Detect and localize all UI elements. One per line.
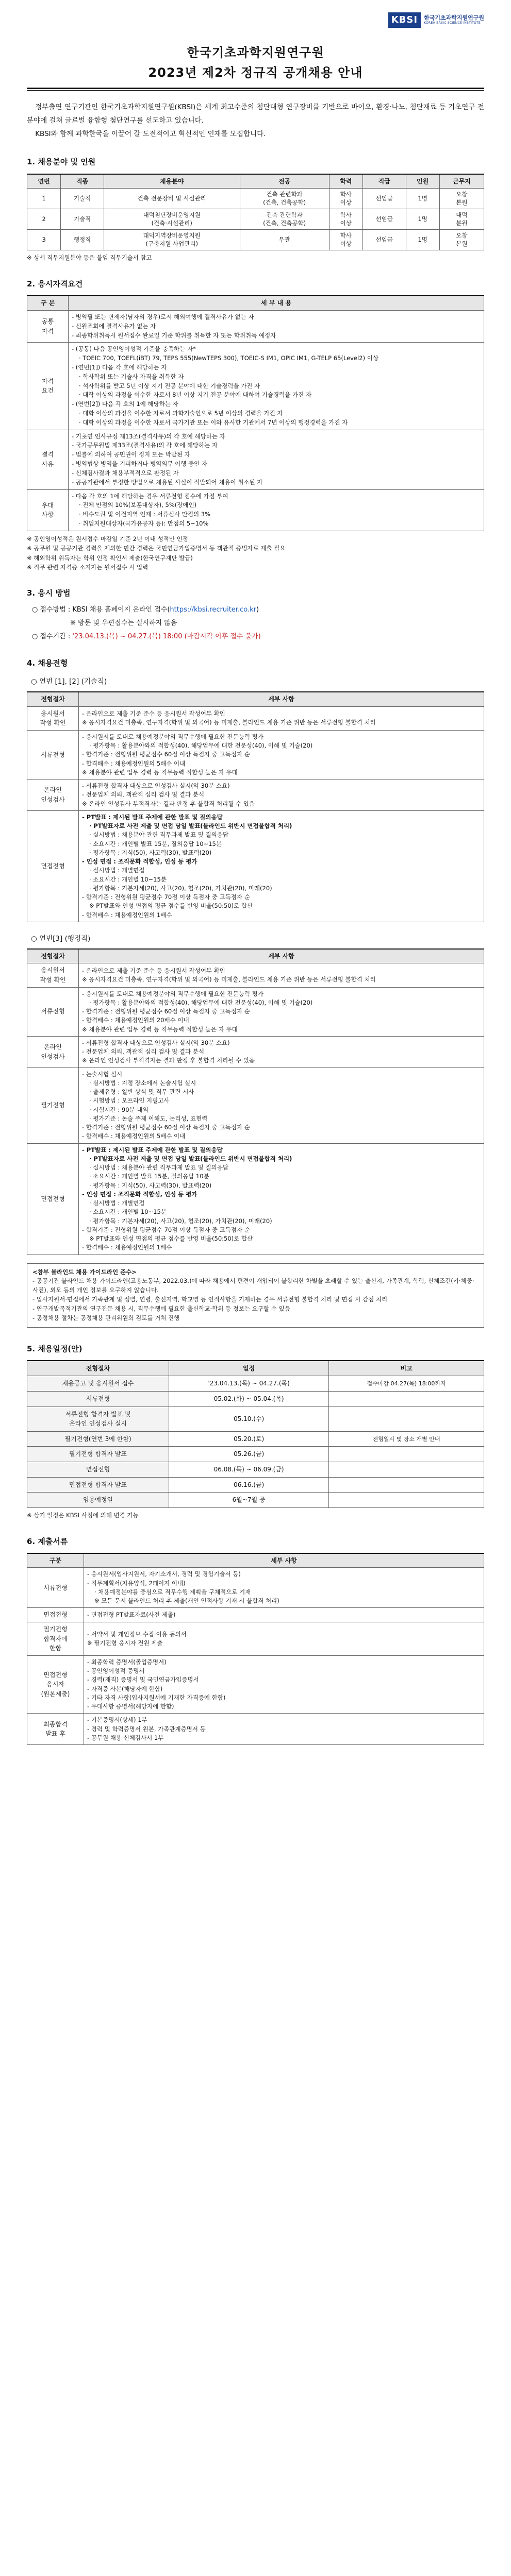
schedule-cell: 06.16.(금) (169, 1477, 329, 1493)
process-row (27, 779, 484, 811)
process-line: · 소요시간 : 개인별 10~15분 (89, 875, 167, 883)
positions-cell: 오창 본원 (439, 230, 484, 250)
process-line: - 전문업체 의뢰, 객관적 심리 검사 및 결과 분석 (82, 1048, 205, 1056)
schedule-row (27, 1447, 484, 1462)
schedule-cell (329, 1391, 484, 1406)
documents-body (84, 1568, 484, 1608)
process-stage-label: 서류전형 (27, 987, 79, 1036)
schedule-row (27, 1462, 484, 1477)
process-line: · 평가항목 : 활용분야와의 적합성(40), 해당업무에 대한 전문성(40), 이해 및 기술(20) (89, 742, 313, 750)
process-line: - 합격배수 : 채용예정인원의 1배수 (82, 911, 172, 919)
process-row (27, 730, 484, 779)
process-line: - PT발표 : 제시된 발표 주제에 관한 발표 및 질의응답 (82, 1146, 223, 1154)
schedule-table (27, 1360, 484, 1508)
process-row (27, 987, 484, 1036)
schedule-cell: 6월~7월 중 (169, 1493, 329, 1508)
process-line: - 합격배수 : 채용예정인원의 20배수 이내 (82, 1016, 189, 1024)
process-line: ※ 응시자격요건 미충족, 연구자격(학위 및 외국어) 등 미제출, 블라인드 채용 기준 위반 등은 서류전형 불합격 처리 (82, 719, 376, 726)
schedule-cell: 서류전형 (27, 1391, 169, 1406)
schedule-cell (329, 1477, 484, 1493)
positions-cell: 건축 관련학과 (건축, 건축공학) (240, 189, 329, 209)
process-line: - 논술시험 실시 (82, 1070, 123, 1078)
process-line: - 합격배수 : 채용예정인원의 5배수 이내 (82, 1132, 186, 1140)
documents-line: - 우대사항 증명서(해당자에 한함) (87, 1703, 174, 1710)
qual-requirements-body (69, 343, 484, 430)
intro-paragraph: 정부출연 연구기관인 한국기초과학지원연구원(KBSI)은 세계 최고수준의 첨단대형 연구장비를 기반으로 바이오, 환경·나노, 첨단재료 등 기초연구 전 분야에 걸쳐 글로벌 융합형 첨단연구를 선도하고 있습니다. (27, 103, 484, 125)
documents-label: 면접전형 응시자 (원본제출) (27, 1655, 84, 1714)
qual-label-preference: 우대 사항 (27, 489, 69, 531)
process-table-admin (27, 948, 484, 1255)
schedule-cell: 접수마감 04.27(목) 18:00까지 (329, 1376, 484, 1392)
qual-line: - 공공기관에서 부정한 방법으로 채용된 사실이 적발되어 채용이 취소된 자 (72, 478, 263, 486)
positions-cell: 1명 (406, 189, 439, 209)
qual-line: · 비수도권 및 이전지역 인재 : 서류심사 만점의 3% (79, 511, 210, 518)
schedule-cell: 05.02.(화) ~ 05.04.(목) (169, 1391, 329, 1406)
positions-header: 인원 (406, 174, 439, 189)
section-title-apply: 3. 응시 방법 (27, 588, 71, 598)
documents-line: - 기본증명서(상세) 1부 (87, 1716, 147, 1724)
process-stage-label: 필기전형 (27, 1067, 79, 1143)
title-divider-thin (27, 90, 484, 91)
qual-common-body (69, 310, 484, 342)
qual-line: · TOEIC 700, TOEFL(iBT) 79, TEPS 555(NewTEPS 300), TOEIC-S IM1, OPIC IM1, G-TELP 65(Level2) 이상 (79, 354, 378, 362)
positions-header: 학력 (329, 174, 362, 189)
process-stage-label: 면접전형 (27, 810, 79, 922)
positions-cell: 학사 이상 (329, 230, 362, 250)
process-stage-body (79, 1143, 484, 1255)
process-row (27, 810, 484, 922)
logo-english-name: KOREA BASIC SCIENCE INSTITUTE (424, 21, 481, 25)
process-line: - 응시원서를 토대로 채용예정분야의 직무수행에 필요한 전문능력 평가 (82, 990, 263, 997)
schedule-cell: 필기전형(연번 3에 한함) (27, 1431, 169, 1447)
qual-header-category: 구 분 (27, 296, 69, 310)
process-stage-body (79, 1067, 484, 1143)
positions-cell: 기술직 (61, 189, 104, 209)
positions-cell: 무관 (240, 230, 329, 250)
process-line: - 온라인으로 제출 기준 준수 등 응시원서 작성여부 확인 (82, 967, 225, 974)
process-row (27, 1067, 484, 1143)
documents-body (84, 1714, 484, 1745)
process-stage-body (79, 1036, 484, 1067)
process-line: - 인성 면접 : 조직문화 적합성, 인성 등 평가 (82, 1190, 197, 1198)
qual-line: - 다음 각 호의 1에 해당하는 경우 서류전형 점수에 가점 부여 (72, 492, 228, 500)
docs-header-category: 구분 (27, 1553, 84, 1568)
documents-label: 최종합격 발표 후 (27, 1714, 84, 1745)
process-line: - 온라인으로 제출 기준 준수 등 응시원서 작성여부 확인 (82, 710, 225, 718)
section-title-qualifications: 2. 응시자격요건 (27, 279, 83, 289)
documents-line: - 면접전형 PT발표자료(사전 제출) (87, 1611, 176, 1619)
page-title-institute: 한국기초과학지원연구원 (187, 45, 324, 60)
process-row (27, 963, 484, 987)
qual-line: - 국가공무원법 제33조(결격사유)의 각 호에 해당하는 자 (72, 442, 218, 449)
schedule-row (27, 1406, 484, 1431)
positions-cell: 3 (27, 230, 61, 250)
documents-table (27, 1553, 484, 1745)
schedule-header: 일정 (169, 1361, 329, 1376)
process-stage-body (79, 810, 484, 922)
positions-cell: 행정직 (61, 230, 104, 250)
process-line: · 소요시간 : 개인별 발표 15분, 질의응답 10~15분 (89, 840, 222, 848)
process-line: - 합격배수 : 채용예정인원의 5배수 이내 (82, 759, 186, 767)
qual-line: · 대학 이상의 과정을 이수한 자로서 과학기술인으로 5년 이상의 경력을 가진 자 (79, 410, 283, 417)
process-line: - 합격기준 : 전형위원 평균점수 70점 이상 득점자 중 고득점자 순 (82, 1226, 250, 1233)
process-line: · 평가항목 : 기본자세(20), 사고(20), 협조(20), 가치관(20), 미래(20) (89, 1217, 272, 1225)
qualification-notes (27, 534, 484, 572)
logo-mark: KBSI (388, 12, 421, 28)
qual-label-disqualification: 결격 사유 (27, 430, 69, 489)
positions-header: 직급 (362, 174, 406, 189)
schedule-cell: '23.04.13.(목) ~ 04.27.(목) (169, 1376, 329, 1392)
documents-label: 서류전형 (27, 1568, 84, 1608)
documents-line: - 응시원서(입사지원서, 자기소개서, 경력 및 경험기술서 등) (87, 1570, 241, 1578)
page-title-block (27, 43, 484, 91)
process-line: ※ PT발표와 인성 면접의 평균 점수를 반영 비율(50:50)로 합산 (89, 1235, 253, 1243)
process-line: - 합격기준 : 전형위원 평균점수 60점 이상 득점자 중 고득점자 순 (82, 1124, 250, 1131)
schedule-row (27, 1431, 484, 1447)
positions-cell: 학사 이상 (329, 189, 362, 209)
process-line: - 응시원서를 토대로 채용예정분야의 직무수행에 필요한 전문능력 평가 (82, 733, 263, 740)
schedule-cell: 05.26.(금) (169, 1447, 329, 1462)
guide-line: - 입사지원서·면접에서 가족관계 및 성별, 연령, 출신지역, 학교명 등 인적사항을 기재하는 경우 서류전형 불합격 처리 및 면접 시 감점 처리 (32, 1296, 388, 1303)
process-line: - 합격기준 : 전형위원 평균점수 60점 이상 득점자 중 고득점자 순 (82, 751, 250, 758)
section-title-documents: 6. 제출서류 (27, 1536, 68, 1546)
process-stage-body (79, 987, 484, 1036)
section-title-positions: 1. 채용분야 및 인원 (27, 157, 96, 167)
qual-row-preference (27, 489, 484, 531)
qual-line: - (공통) 다음 공인영어성적 기준을 충족하는 자* (72, 345, 196, 353)
qual-line: · 학사학위 또는 기술사 자격을 취득한 자 (79, 372, 184, 380)
documents-body (84, 1608, 484, 1622)
process-line: - 합격기준 : 전형위원 평균점수 70점 이상 득점자 중 고득점자 순 (82, 893, 250, 901)
qual-line: - (연번[2]) 다음 각 호의 1에 해당하는 자 (72, 400, 178, 408)
schedule-cell (329, 1462, 484, 1477)
positions-row (27, 209, 484, 230)
process-stage-body (79, 730, 484, 779)
qual-row-common (27, 310, 484, 342)
documents-line: - 경력(재직) 증명서 및 국민연금가입증명서 (87, 1676, 199, 1684)
positions-header: 채용분야 (104, 174, 240, 189)
section-title-process: 4. 채용전형 (27, 658, 68, 668)
process-row (27, 1036, 484, 1067)
process-line: · 출제유형 : 일반 상식 및 직무 관련 시사 (89, 1088, 194, 1096)
positions-cell: 선임급 (362, 189, 406, 209)
process-line: - 서류전형 합격자 대상으로 인성검사 실시(약 30분 소요) (82, 782, 230, 790)
process-header-stage-2: 전형절차 (27, 949, 79, 963)
process-header-detail: 세부 사항 (79, 692, 484, 706)
schedule-cell: 06.08.(목) ~ 06.09.(금) (169, 1462, 329, 1477)
guide-line: - 공정채용 절차는 공정채용 관리위원회 검토를 거쳐 진행 (32, 1314, 180, 1321)
qual-line: - 병역필 또는 면제자(남자의 경우)로서 해외여행에 결격사유가 없는 자 (72, 313, 254, 320)
schedule-cell (329, 1493, 484, 1508)
positions-cell: 기술직 (61, 209, 104, 230)
positions-table (27, 174, 484, 251)
process-line: - 전문업체 의뢰, 객관적 심리 검사 및 결과 분석 (82, 791, 205, 799)
qual-preference-body (69, 489, 484, 531)
documents-row (27, 1608, 484, 1622)
positions-cell: 학사 이상 (329, 209, 362, 230)
positions-cell: 선임급 (362, 230, 406, 250)
process-row (27, 706, 484, 730)
apply-period-line: ○ 접수기간 : '23.04.13.(목) ~ 04.27.(목) 18:00 (마감시각 이후 접수 불가) (32, 632, 261, 640)
documents-line: ※ 모든 문서 블라인드 처리 후 제출(개인 인적사항 기재 시 불합격 처리) (94, 1597, 279, 1605)
guide-line: - 연구개발목적기관의 연구전문 채용 시, 직무수행에 필요한 출신학교·학위 등 정보는 요구할 수 있음 (32, 1304, 290, 1312)
process-stage-label: 온라인 인성검사 (27, 779, 79, 811)
qual-line: - 최종학위취득시 원서접수 완료일 기준 학위를 취득한 자 또는 학위취득 예정자 (72, 331, 276, 339)
process-line: · 평가항목 : 활용분야와의 적합성(40), 해당업무에 대한 전문성(40), 이해 및 기술(20) (89, 998, 313, 1006)
process-stage-body (79, 706, 484, 730)
guide-title: <참부 블라인드 채용 가이드라인 준수> (32, 1268, 137, 1276)
documents-label: 면접전형 (27, 1608, 84, 1622)
process-line: ※ 채용분야 관련 업무 경력 등 직무능력 적합성 높은 자 우대 (82, 1025, 238, 1033)
kbsi-logo (388, 12, 484, 28)
schedule-header: 전형절차 (27, 1361, 169, 1376)
logo-korean-name: 한국기초과학지원연구원 (424, 14, 484, 22)
schedule-cell: 임용예정일 (27, 1493, 169, 1508)
process-header-stage: 전형절차 (27, 692, 79, 706)
positions-cell: 오창 본원 (439, 189, 484, 209)
qual-line: - 기초연 인사규정 제13조(결격사유)의 각 호에 해당하는 자 (72, 432, 225, 440)
process-line: - 서류전형 합격자 대상으로 인성검사 실시(약 30분 소요) (82, 1039, 230, 1046)
guide-line: - 공공기관 블라인드 채용 가이드라인(고용노동부, 2022.03.)에 따라 채용에서 편견이 개입되어 불합리한 차별을 초래할 수 있는 출신지, 가족관계, 학력, 신체조건(키·체중·사진), 외모 등의 개인 정보를 요구하지 않습니다. (32, 1277, 474, 1294)
schedule-cell: 전형일시 및 장소 개별 안내 (329, 1431, 484, 1447)
process-stage-label: 응시원서 작성 확인 (27, 963, 79, 987)
process-line: · 시험시간 : 90분 내외 (89, 1106, 149, 1113)
positions-cell: 1명 (406, 209, 439, 230)
process-line: · 실시방법 : 채용분야 관련 직무과제 발표 및 질의응답 (89, 831, 229, 839)
documents-line: - 공인영어성적 증명서 (87, 1667, 145, 1674)
positions-note: ※ 상세 직무지원분야 등은 붙임 직무기술서 참고 (27, 254, 152, 262)
positions-cell: 1명 (406, 230, 439, 250)
apply-method (27, 605, 484, 642)
qual-line: · 대학 이상의 과정을 이수한 자로서 8년 이상 지기 전공 분야에 대하여 기술경력을 가진 자 (79, 391, 311, 399)
schedule-header: 비고 (329, 1361, 484, 1376)
title-divider (27, 88, 484, 89)
process-stage-body (79, 963, 484, 987)
positions-header: 근무지 (439, 174, 484, 189)
positions-cell: 건축 관련학과 (건축, 건축공학) (240, 209, 329, 230)
documents-line: - 최종학력 증명서(졸업증명서) (87, 1658, 167, 1666)
schedule-row (27, 1391, 484, 1406)
process-line: - 합격배수 : 채용예정인원의 1배수 (82, 1244, 172, 1251)
qual-header-detail: 세 부 내 용 (69, 296, 484, 310)
schedule-row (27, 1376, 484, 1392)
process-line: ※ PT발표와 인성 면접의 평균 점수를 반영 비율(50:50)로 합산 (89, 902, 253, 910)
recruit-site-link[interactable]: https://kbsi.recruiter.co.kr (170, 605, 256, 614)
schedule-cell: 면접전형 (27, 1462, 169, 1477)
positions-cell: 2 (27, 209, 61, 230)
documents-line: ※ 필기전형 응시자 전원 제출 (87, 1639, 163, 1647)
apply-method-note: ※ 방문 및 우편접수는 실시하지 않음 (70, 619, 177, 627)
documents-body (84, 1655, 484, 1714)
documents-line: - 기타 자격 사항(입사지원서에 기재한 자격증에 한함) (87, 1693, 226, 1701)
documents-line: - 직무계획서(자유양식, 2페이지 이내) (87, 1579, 186, 1587)
intro-paragraph-2: KBSI와 함께 과학한국을 이끌어 갈 도전적이고 혁신적인 인재를 모집합니다. (35, 129, 266, 138)
positions-header: 전공 (240, 174, 329, 189)
positions-header: 연번 (27, 174, 61, 189)
documents-row (27, 1714, 484, 1745)
apply-method-line: ○ 접수방법 : KBSI 채용 홈페이지 온라인 접수(https://kbsi.recruiter.co.kr) (32, 605, 259, 614)
documents-row (27, 1568, 484, 1608)
schedule-cell (329, 1447, 484, 1462)
process-line: - PT발표 : 제시된 발표 주제에 관한 발표 및 질의응답 (82, 813, 223, 821)
qual-line: · 대학 이상의 과정을 이수한 자로서 국가기관 또는 이와 유사한 기관에서 7년 이상의 행정경력을 가진 자 (79, 418, 348, 426)
process-line: · 평가기준 : 논술 주제 이해도, 논리성, 표현력 (89, 1114, 208, 1122)
schedule-row (27, 1477, 484, 1493)
process-line: ※ 온라인 인성검사 부적격자는 결과 판정 후 불합격 처리될 수 있음 (82, 1057, 255, 1064)
qual-note: ※ 공인영어성적은 원서접수 마감일 기준 2년 이내 성적만 인정 (27, 535, 188, 543)
positions-row (27, 230, 484, 250)
schedule-cell: 필기전형 합격자 발표 (27, 1447, 169, 1462)
qual-note: ※ 해외학위 취득자는 학위 인정 확인서 제출(한국연구재단 발급) (27, 554, 193, 562)
documents-label: 필기전형 합격자에 한함 (27, 1622, 84, 1655)
positions-row (27, 189, 484, 209)
page-title-notice: 2023년 제2차 정규직 공개채용 안내 (148, 65, 363, 80)
schedule-cell (329, 1406, 484, 1431)
documents-row (27, 1655, 484, 1714)
documents-line: - 서약서 및 개인정보 수집·이용 동의서 (87, 1630, 187, 1638)
schedule-cell: 05.10.(수) (169, 1406, 329, 1431)
qual-note: ※ 공무원 및 공공기관 경력을 제외한 민간 경력은 국민연금가입증명서 등 객관적 증빙자료 제출 필요 (27, 545, 286, 552)
qual-line: - 신원조회에 결격사유가 없는 자 (72, 322, 156, 330)
documents-line: - 경력 및 학력증명서 원본, 가족관계증명서 등 (87, 1725, 206, 1733)
qual-line: - 병역법상 병역을 기피하거나 병역의무 이행 중인 자 (72, 460, 208, 468)
qualifications-table (27, 295, 484, 531)
positions-cell: 대덕첨단장비운영지원 (건축·시설관리) (104, 209, 240, 230)
process-stage-label: 응시원서 작성 확인 (27, 706, 79, 730)
process-line: ※ 응시자격요건 미충족, 연구자격(학위 및 외국어) 등 미제출, 블라인드 채용 기준 위반 등은 서류전형 불합격 처리 (82, 976, 376, 984)
process-subtitle-admin: ○ 연번[3] (행정직) (31, 934, 91, 943)
process-stage-label: 온라인 인성검사 (27, 1036, 79, 1067)
qual-note: ※ 직무 관련 자격증 소지자는 원서접수 시 입력 (27, 563, 149, 571)
process-line: ※ 채용분야 관련 업무 경력 등 직무능력 적합성 높은 자 우대 (82, 768, 238, 776)
qual-label-requirements: 자격 요건 (27, 343, 69, 430)
qual-row-requirements (27, 343, 484, 430)
schedule-note: ※ 상기 일정은 KBSI 사정에 의해 변경 가능 (27, 1511, 139, 1519)
docs-header-detail: 세부 사항 (84, 1553, 484, 1568)
positions-header: 직종 (61, 174, 104, 189)
process-stage-label: 면접전형 (27, 1143, 79, 1255)
process-line: ※ 온라인 인성검사 부적격자는 결과 판정 후 불합격 처리될 수 있음 (82, 800, 255, 807)
qual-line: · 취업지원대상자(국가유공자 등): 만점의 5~10% (79, 519, 209, 527)
process-line: · 소요시간 : 개인별 10~15분 (89, 1208, 167, 1216)
documents-line: · 채용예정분야를 중심으로 직무수행 계획을 구체적으로 기재 (94, 1588, 251, 1596)
process-table-technical (27, 691, 484, 922)
positions-cell: 1 (27, 189, 61, 209)
qual-label-common: 공통 자격 (27, 310, 69, 342)
process-line: - 인성 면접 : 조직문화 적합성, 인성 등 평가 (82, 858, 197, 866)
process-line: · 소요시간 : 개인별 발표 15분, 질의응답 10분 (89, 1173, 209, 1180)
process-line: · 평가항목 : 지식(50), 사고력(30), 발표력(20) (89, 849, 212, 856)
positions-cell: 선임급 (362, 209, 406, 230)
qual-disqualification-body (69, 430, 484, 489)
schedule-cell: 05.20.(토) (169, 1431, 329, 1447)
qual-line: · 석사학위를 받고 5년 이상 지기 전공 분야에 대한 기술경력을 가진 자 (79, 382, 260, 389)
documents-row (27, 1622, 484, 1655)
blind-hiring-guide (27, 1263, 484, 1328)
schedule-cell: 채용공고 및 응시원서 접수 (27, 1376, 169, 1392)
documents-line: - 자격증 사본(해당자에 한함) (87, 1685, 163, 1692)
positions-cell: 대덕지역장비운영지원 (구축지원 사업관리) (104, 230, 240, 250)
schedule-cell: 면접전형 합격자 발표 (27, 1477, 169, 1493)
schedule-row (27, 1493, 484, 1508)
header-logo-row (27, 0, 484, 31)
process-subtitle-technical: ○ 연번 [1], [2] (기술직) (31, 677, 107, 686)
qual-line: - 법률에 의하여 공민권이 정지 또는 박탈된 자 (72, 451, 190, 459)
process-line: · 평가항목 : 지식(50), 사고력(30), 발표력(20) (89, 1181, 212, 1189)
qual-row-disqualification (27, 430, 484, 489)
positions-cell: 건축 전문장비 및 시설관리 (104, 189, 240, 209)
process-line: · 실시방법 : 개별면접 (89, 1199, 145, 1207)
process-line: - 합격기준 : 전형위원 평균점수 60점 이상 득점자 중 고득점자 순 (82, 1008, 250, 1015)
process-line: · 실시방법 : 채용분야 관련 직무과제 발표 및 질의응답 (89, 1164, 229, 1172)
process-line: · 평가항목 : 기본자세(20), 사고(20), 협조(20), 가치관(20), 미래(20) (89, 884, 272, 892)
process-stage-body (79, 779, 484, 811)
process-line: · 실시방법 : 지정 장소에서 논술시험 실시 (89, 1079, 196, 1087)
process-line: · 실시방법 : 개별면접 (89, 867, 145, 874)
qual-line: · 전체 만점의 10%(보훈대상자), 5%(장애인) (79, 501, 197, 509)
process-line: · PT발표자료 사전 제출 및 면접 당일 발표(블라인드 위반시 면접불합격 처리) (89, 822, 292, 830)
qual-line: - 신체검사결과 채용부적격으로 판정된 자 (72, 469, 179, 477)
documents-body (84, 1622, 484, 1655)
process-stage-label: 서류전형 (27, 730, 79, 779)
apply-period-dates: '23.04.13.(목) ~ 04.27.(목) 18:00 (마감시각 이후 접수 불가) (72, 632, 261, 640)
process-line: · PT발표자료 사전 제출 및 면접 당일 발표(블라인드 위반시 면접불합격 처리) (89, 1155, 292, 1162)
section-title-schedule: 5. 채용일정(안) (27, 1344, 83, 1353)
schedule-cell: 서류전형 합격자 발표 및 온라인 인성검사 실시 (27, 1406, 169, 1431)
process-header-detail-2: 세부 사항 (79, 949, 484, 963)
documents-line: - 공무원 채용 신체검사서 1부 (87, 1734, 164, 1741)
process-row (27, 1143, 484, 1255)
positions-cell: 대덕 분원 (439, 209, 484, 230)
process-line: · 시험방법 : 오프라인 지필고사 (89, 1097, 170, 1105)
qual-line: - (연번[1]) 다음 각 호에 해당하는 자 (72, 363, 167, 371)
